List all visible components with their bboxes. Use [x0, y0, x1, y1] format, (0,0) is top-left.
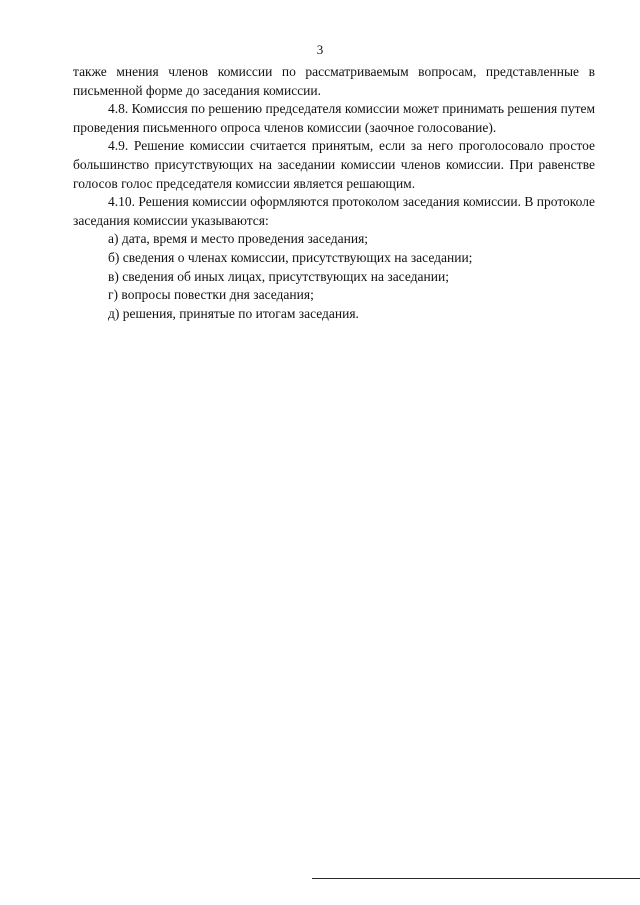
paragraph-continuation: также мнения членов комиссии по рассматриваемым вопросам, представленные в письменной форме до заседания комиссии.	[73, 64, 595, 98]
document-body	[73, 63, 595, 323]
paragraph-4-8: 4.8. Комиссия по решению председателя комиссии может принимать решения путем проведения письменного опроса членов комиссии (заочное голосование).	[73, 101, 595, 135]
list-item: г) вопросы повестки дня заседания;	[108, 287, 314, 303]
paragraph-4-10: 4.10. Решения комиссии оформляются протоколом заседания комиссии. В протоколе заседания комиссии указываются:	[73, 194, 595, 228]
list-item: б) сведения о членах комиссии, присутствующих на заседании;	[108, 249, 473, 265]
list-item: а) дата, время и место проведения заседания;	[108, 231, 369, 247]
page-number: 3	[316, 42, 324, 57]
list-item: д) решения, принятые по итогам заседания.	[108, 305, 359, 321]
list-item: в) сведения об иных лицах, присутствующих на заседании;	[108, 268, 449, 284]
paragraph-4-9: 4.9. Решение комиссии считается принятым, если за него проголосовало простое большинство присутствующих на заседании комиссии членов комиссии. При равенстве голосов голос председателя комиссии является решающим.	[73, 138, 595, 191]
protocol-items-list	[73, 230, 595, 323]
bottom-rule	[312, 878, 640, 879]
